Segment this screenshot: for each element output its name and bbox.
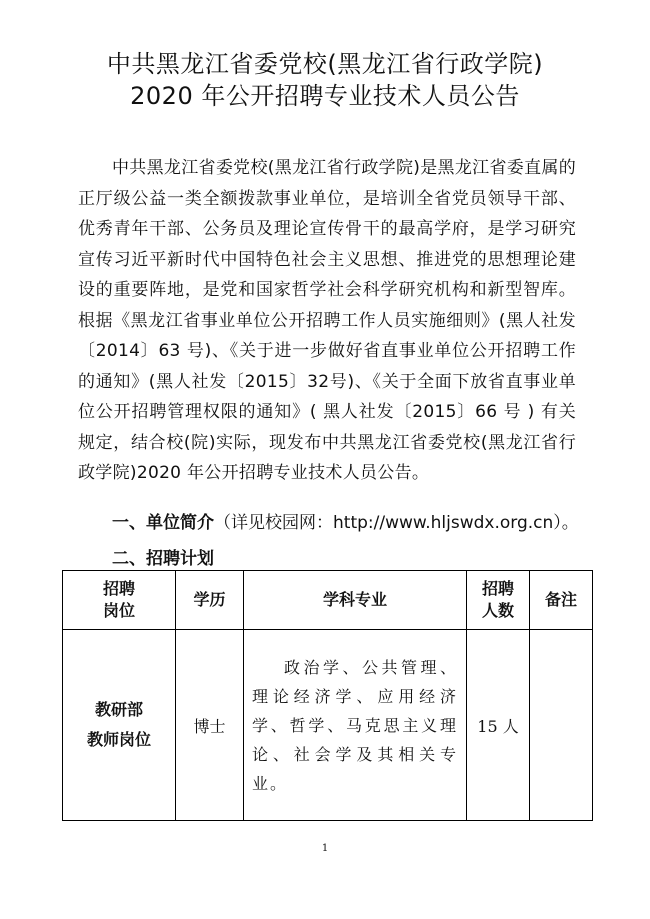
cell-post-line2: 教师岗位 — [86, 730, 151, 749]
section-unit-intro-note: （详见校园网：http://www.hljswdx.org.cn）。 — [214, 513, 579, 533]
table-header-row — [63, 571, 593, 630]
section-recruit-plan — [112, 547, 214, 571]
header-major: 学科专业 — [244, 571, 467, 630]
page-number: 1 — [321, 843, 329, 854]
section-recruit-plan-heading: 二、招聘计划 — [112, 549, 214, 569]
header-post-line2: 岗位 — [102, 601, 135, 620]
header-post — [63, 571, 176, 630]
cell-count: 15 人 — [467, 630, 530, 821]
cell-post — [63, 630, 176, 821]
header-remark: 备注 — [530, 571, 593, 630]
cell-post-line1: 教研部 — [94, 700, 143, 719]
header-education: 学历 — [176, 571, 244, 630]
header-count — [467, 571, 530, 630]
cell-remark — [530, 630, 593, 821]
header-count-line2: 人数 — [481, 601, 514, 620]
cell-major: 政治学、公共管理、理论经济学、应用经济学、哲学、马克思主义理论、社会学及其相关专业。 — [244, 630, 467, 821]
section-unit-intro-heading: 一、单位简介 — [112, 513, 214, 533]
intro-paragraph: 中共黑龙江省委党校(黑龙江省行政学院)是黑龙江省委直属的正厅级公益一类全额拨款事业单位，是培训全省党员领导干部、优秀青年干部、公务员及理论宣传骨干的最高学府，是学习研究宣传习近平新时代中国特色社会主义思想、推进党的思想理论建设的重要阵地，是党和国家哲学社会科学研究机构和新型智库。根据《黑龙江省事业单位公开招聘工作人员实施细则》(黑人社发〔2014〕63 号)、《关于进一步做好省直事业单位公开招聘工作的通知》(黑人社发〔2015〕32号)、《关于全面下放省直事业单位公开招聘管理权限的通知》( 黑人社发〔2015〕66 号 ) 有关规定，结合校(院)实际，现发布中共黑龙江省委党校(黑龙江省行政学院)2020 年公开招聘专业技术人员公告。 — [78, 158, 576, 483]
recruitment-table — [62, 570, 593, 821]
header-post-line1: 招聘 — [102, 579, 135, 598]
section-unit-intro — [112, 511, 579, 535]
document-title-line2: 2020 年公开招聘专业技术人员公告 — [130, 82, 520, 110]
header-count-line1: 招聘 — [481, 579, 514, 598]
cell-education: 博士 — [176, 630, 244, 821]
table-row — [63, 630, 593, 821]
document-title-line1: 中共黑龙江省委党校(黑龙江省行政学院) — [106, 50, 544, 78]
